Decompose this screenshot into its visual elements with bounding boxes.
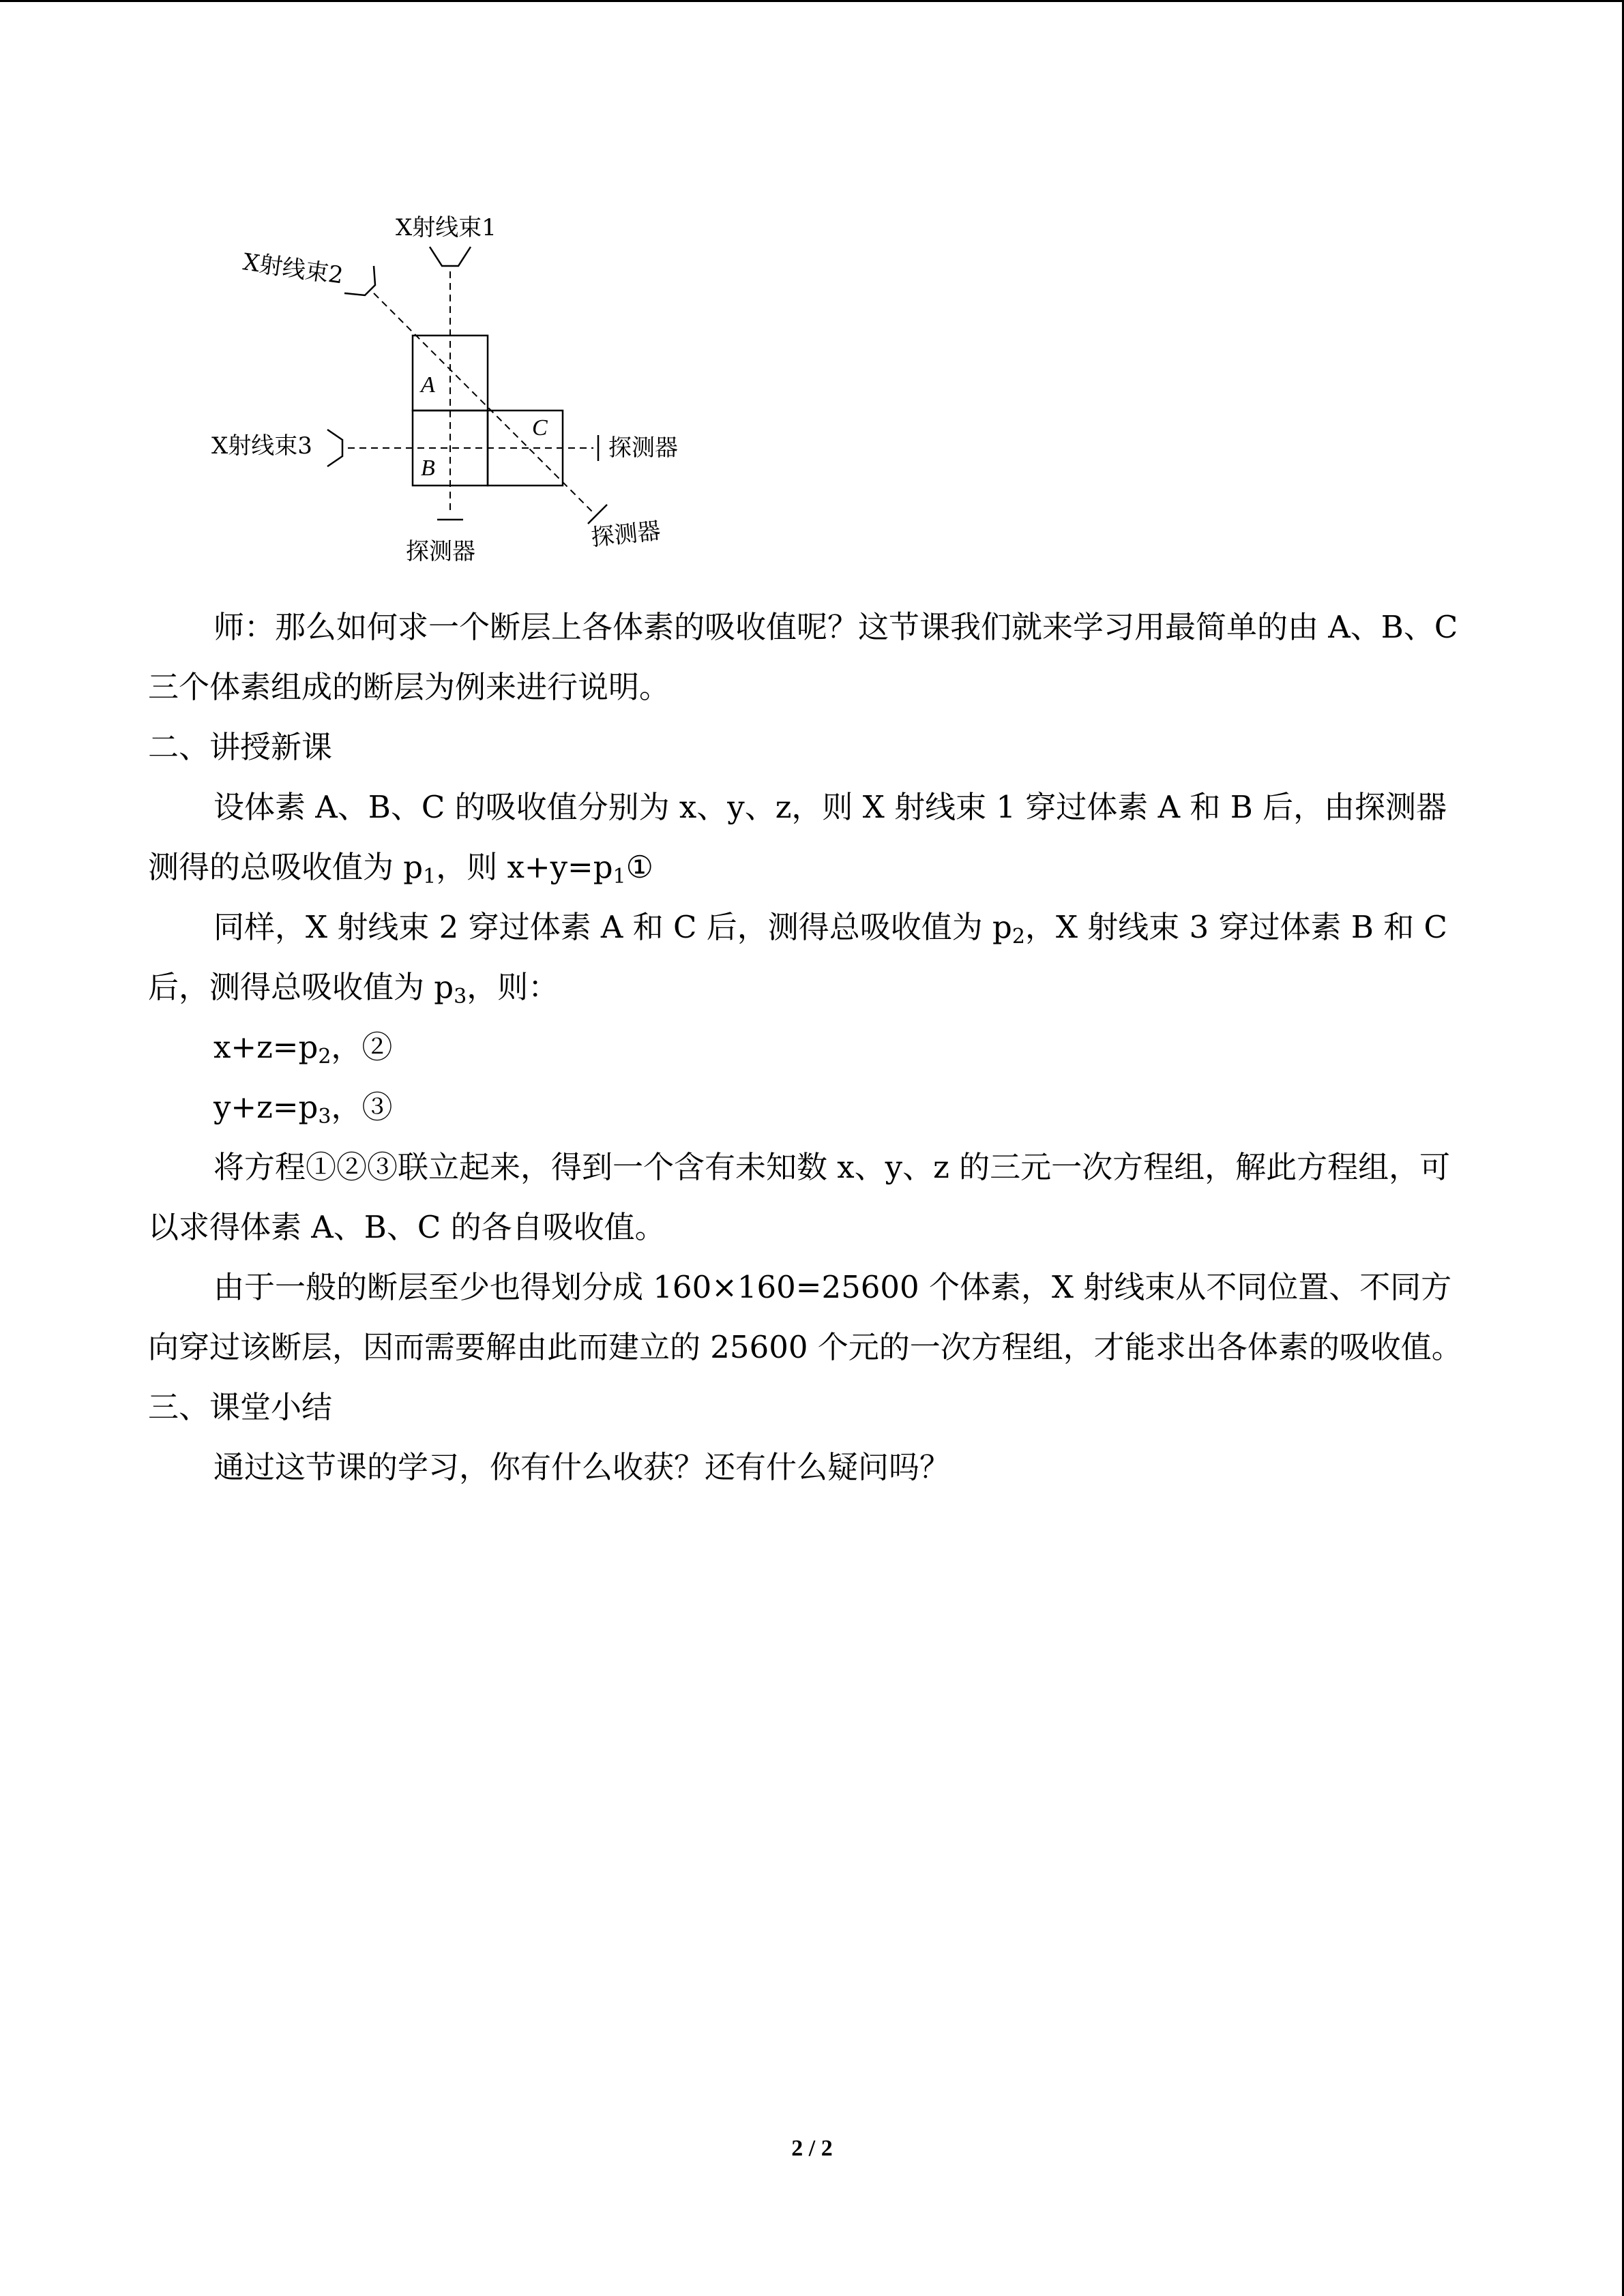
section-heading-summary: 三、课堂小结 — [148, 1389, 333, 1425]
beam2-text: 同样，X 射线束 2 穿过体素 A 和 C 后，测得总吸收值为 p — [213, 909, 1012, 945]
equation1-text: ，则 x+y=p — [436, 849, 613, 885]
system-paragraph: 将方程①②③联立起来，得到一个含有未知数 x、y、z 的三元一次方程组，解此方程组，可以求得体素 A、B、C 的各自吸收值。 — [148, 1149, 1451, 1245]
detector-right-label: 探测器 — [608, 434, 678, 462]
equation3-marker: ，③ — [331, 1089, 393, 1125]
detector-bottom-label: 探测器 — [406, 538, 475, 565]
voxel-a-label: A — [421, 372, 435, 398]
beam1-paragraph — [148, 777, 1464, 897]
page-number: 2 / 2 — [791, 2136, 833, 2161]
section-heading-new-lesson: 二、讲授新课 — [148, 729, 333, 765]
beam2-label: X射线束2 — [241, 248, 345, 290]
summary-paragraph: 通过这节课的学习，你有什么收获？还有什么疑问吗？ — [213, 1449, 951, 1485]
voxel-b-label: B — [421, 456, 435, 481]
detector-diag-label: 探测器 — [589, 517, 662, 552]
subscript: 2 — [1012, 925, 1025, 949]
equation-2 — [148, 1017, 1464, 1077]
beam2-source-icon — [344, 266, 375, 295]
equation-3 — [148, 1077, 1464, 1137]
teacher-intro-paragraph: 师：那么如何求一个断层上各体素的吸收值呢？这节课我们就来学习用最简单的由 A、B、C 三个体素组成的断层为例来进行说明。 — [148, 609, 1458, 705]
subscript: 2 — [318, 1045, 331, 1069]
beam1-text: 设体素 A、B、C 的吸收值分别为 x、y、z，则 X 射线束 1 穿过体素 A 和 B 后，由探测器测得的总吸收值为 p — [148, 789, 1447, 885]
beam1-source-icon — [430, 247, 471, 266]
beam2-path — [374, 293, 593, 513]
beam3-text: ，X 射线束 3 穿过体素 B 和 C 后，测得总吸收值为 p — [148, 909, 1447, 1005]
equation2-marker: ，② — [331, 1029, 393, 1065]
equation1-marker: ① — [625, 849, 653, 885]
voxel-c-label: C — [532, 415, 548, 441]
then-text: ，则： — [467, 969, 559, 1005]
subscript: 3 — [318, 1105, 331, 1129]
detector-diag-icon — [588, 505, 607, 524]
beam1-label: X射线束1 — [396, 214, 497, 241]
lesson-text — [148, 597, 1464, 1497]
subscript: 1 — [423, 865, 437, 889]
subscript: 3 — [454, 985, 467, 1009]
voxel-count-paragraph: 由于一般的断层至少也得划分成 160×160=25600 个体素，X 射线束从不同位置、不同方向穿过该断层，因而需要解由此而建立的 25600 个元的一次方程组，才能求出各体素的吸收值。 — [148, 1269, 1462, 1365]
beam3-source-icon — [327, 430, 342, 466]
ct-diagram-svg — [191, 205, 723, 586]
beam2-3-paragraph — [148, 897, 1464, 1017]
equation3-text: y+z=p — [213, 1089, 319, 1125]
beam3-label: X射线束3 — [211, 432, 312, 460]
subscript: 1 — [612, 865, 626, 889]
equation2-text: x+z=p — [213, 1029, 319, 1065]
ct-scan-diagram — [191, 205, 723, 586]
